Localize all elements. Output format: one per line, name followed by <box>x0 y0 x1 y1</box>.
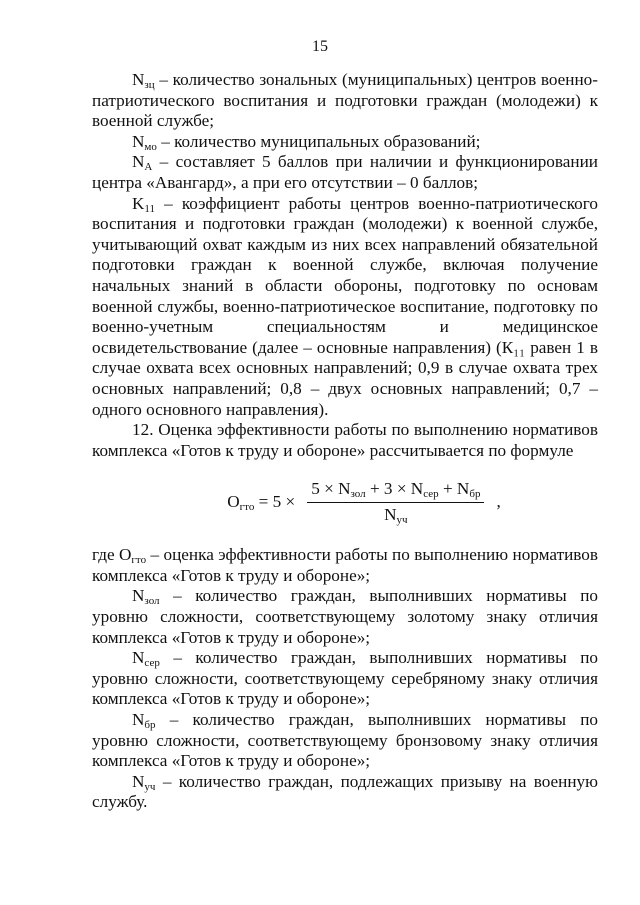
def-n-zol: $N_{зол}$ – количество граждан, выполнивших нормативы по уровню сложности, соответствующему золотому знаку отличия комплекса «Готов к труду и обороне»; <box>92 586 598 647</box>
def-n-uch: $N_{уч}$ – количество граждан, подлежащих призыву на военную службу. <box>92 771 598 812</box>
def-n-mo: $N_{мо}$ – количество муниципальных образований; <box>132 131 481 153</box>
item-12: 12. Оценка эффективности работы по выполнению нормативов комплекса «Готов к труду и обороне» рассчитывается по формуле <box>92 420 598 460</box>
document-body <box>92 70 598 813</box>
page-number: 15 <box>312 38 328 55</box>
where-o-gto: где $O_{гто}$ – оценка эффективности работы по выполнению нормативов комплекса «Готов к труду и обороне»; <box>92 545 598 585</box>
gto-formula <box>130 477 598 527</box>
def-n-br: $N_{бр}$ – количество граждан, выполнивших нормативы по уровню сложности, соответствующему бронзовому знаку отличия комплекса «Готов к труду и обороне»; <box>92 710 598 771</box>
formula-fraction <box>307 479 484 525</box>
def-n-zc: $N_{зц}$ – количество зональных (муниципальных) центров военно-патриотического воспитания и подготовки граждан (молодежи) к военной службе; <box>92 70 598 131</box>
def-k11: $K_{11}$ – коэффициент работы центров военно-патриотического воспитания и подготовки граждан (молодежи) к военной службе, учитывающий охват каждым из них всех направлений обязательной подготовки граждан к военной службе, включая получение начальных знаний в области обороны, подготовку по основам военной службы, военно-патриотическое воспитание, подготовку по военно-учетным специальностям и медицинское освидетельствование (далее – основные направления) (К₁₁ равен 1 в случае охвата всех основных направлений; 0,9 в случае охвата трех основных направлений; 0,8 – двух основных направлений; 0,7 – одного основного направления). <box>92 193 598 419</box>
def-n-ser: $N_{сер}$ – количество граждан, выполнивших нормативы по уровню сложности, соответствующему серебряному знаку отличия комплекса «Готов к труду и обороне»; <box>92 648 598 709</box>
formula-numerator: $5 \times N_{зол} + 3 \times N_{сер} + N_{бр}$ <box>307 479 484 503</box>
def-n-a: $N_А$ – составляет 5 баллов при наличии и функционировании центра «Авангард», а при его отсутствии – 0 баллов; <box>92 152 598 192</box>
formula-comma: , <box>496 491 501 511</box>
formula-lhs: $O_{гто} = 5$ × <box>227 491 296 513</box>
formula-denominator: $N_{уч}$ <box>384 504 408 526</box>
